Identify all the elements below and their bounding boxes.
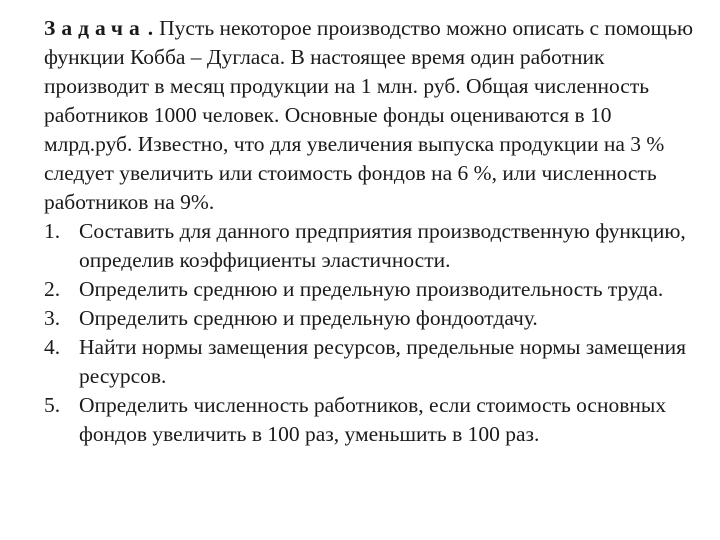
problem-block	[44, 14, 694, 449]
task-number: 4.	[44, 335, 61, 359]
task-item-2	[44, 275, 694, 304]
task-list	[44, 217, 694, 449]
problem-statement: Пусть некоторое производство можно описать с помощью функции Кобба – Дугласа. В настоящее время один работник производит в месяц продукции на 1 млн. руб. Общая численность работников 1000 человек. Основные фонды оцениваются в 10 млрд.руб. Известно, что для увеличения выпуска продукции на 3 % следует увеличить или стоимость фондов на 6 %, или численность работников на 9%.	[44, 16, 694, 214]
task-label-dot: .	[147, 16, 154, 40]
task-text: Определить среднюю и предельную фондоотдачу.	[79, 306, 538, 330]
task-item-4	[44, 333, 694, 391]
task-number: 1.	[44, 219, 61, 243]
task-label: Задача	[44, 16, 146, 40]
task-text: Определить среднюю и предельную производительность труда.	[79, 277, 664, 301]
problem-statement-paragraph	[44, 14, 694, 217]
task-text: Найти нормы замещения ресурсов, предельные нормы замещения ресурсов.	[79, 335, 686, 388]
task-number: 5.	[44, 393, 61, 417]
task-item-3	[44, 304, 694, 333]
task-text: Составить для данного предприятия производственную функцию, определив коэффициенты эластичности.	[79, 219, 686, 272]
task-item-5	[44, 391, 694, 449]
task-item-1	[44, 217, 694, 275]
task-number: 3.	[44, 306, 61, 330]
task-text: Определить численность работников, если стоимость основных фондов увеличить в 100 раз, уменьшить в 100 раз.	[79, 393, 667, 446]
task-number: 2.	[44, 277, 61, 301]
